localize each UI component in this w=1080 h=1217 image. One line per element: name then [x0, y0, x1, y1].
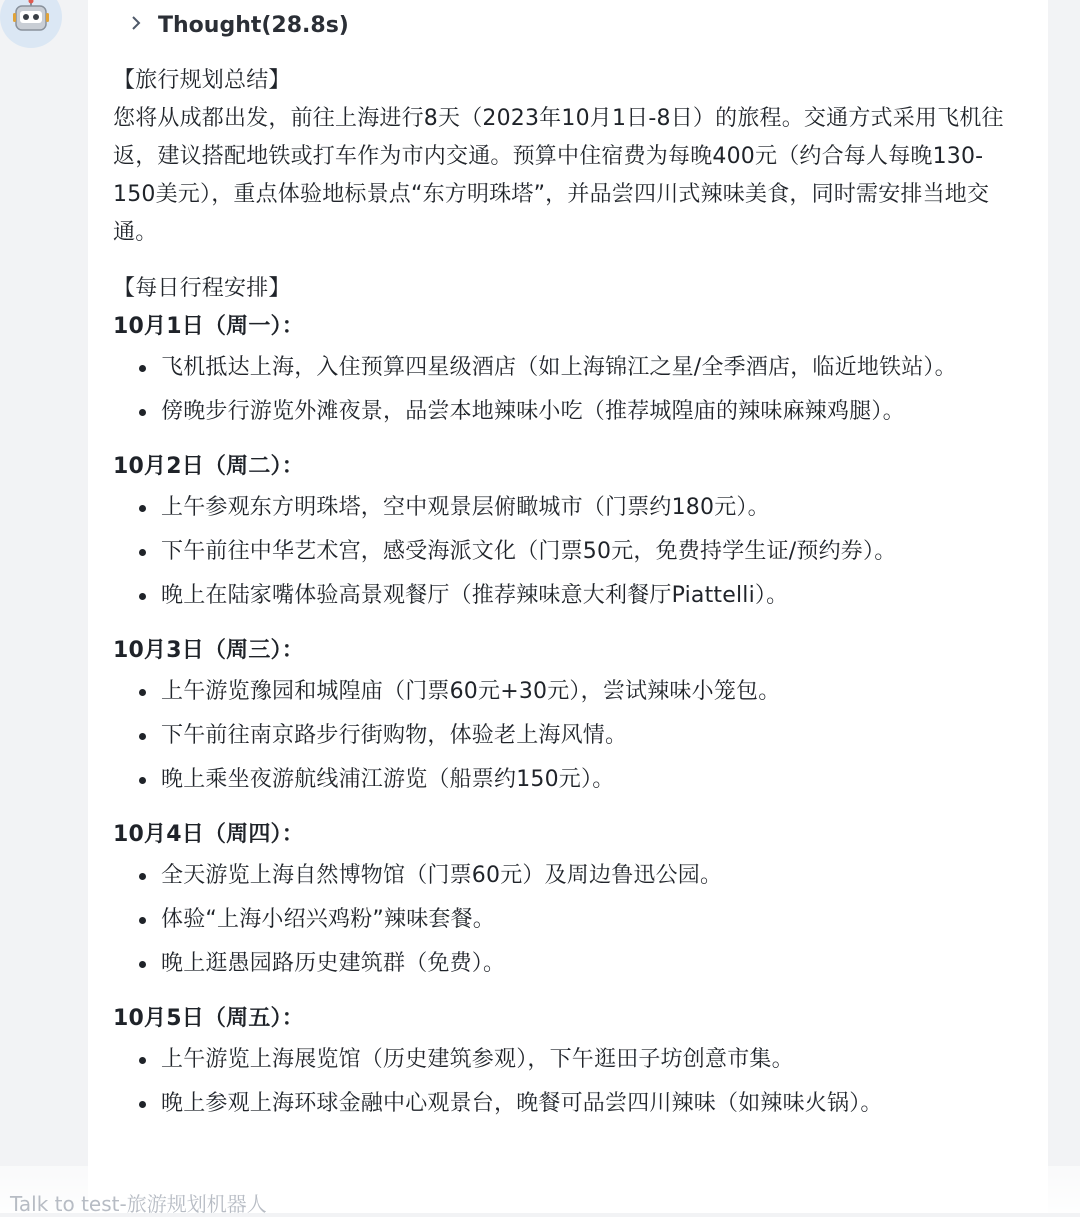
activity-item: 晚上在陆家嘴体验高景观餐厅（推荐辣味意大利餐厅Piattelli）。 — [133, 574, 1023, 618]
summary-text: 您将从成都出发，前往上海进行8天（2023年10月1日-8日）的旅程。交通方式采用飞机往返，建议搭配地铁或打车作为市内交通。预算中住宿费为每晚400元（约合每人每晚130-150美元），重点体验地标景点“东方明珠塔”，并品尝四川式辣味美食，同时需安排当地交通。 — [113, 106, 1004, 245]
day-activity-list — [113, 346, 1023, 434]
activity-item: 下午前往中华艺术宫，感受海派文化（门票50元，免费持学生证/预约券）。 — [133, 530, 1023, 574]
day-activity-list — [113, 1038, 1023, 1126]
day-title: 10月2日（周二）： — [113, 454, 304, 479]
activity-item: 晚上逛愚园路历史建筑群（免费）。 — [133, 942, 1023, 986]
day-title: 10月4日（周四）： — [113, 822, 304, 847]
activity-item: 飞机抵达上海，入住预算四星级酒店（如上海锦江之星/全季酒店，临近地铁站）。 — [133, 346, 1023, 390]
summary-heading: 【旅行规划总结】 — [113, 68, 291, 93]
thought-toggle[interactable] — [130, 8, 349, 42]
activity-item: 晚上参观上海环球金融中心观景台，晚餐可品尝四川辣味（如辣味火锅）。 — [133, 1082, 1023, 1126]
activity-item: 下午前往南京路步行街购物，体验老上海风情。 — [133, 714, 1023, 758]
activity-item: 上午游览上海展览馆（历史建筑参观），下午逛田子坊创意市集。 — [133, 1038, 1023, 1082]
day-activity-list — [113, 854, 1023, 986]
activity-item: 晚上乘坐夜游航线浦江游览（船票约150元）。 — [133, 758, 1023, 802]
robot-icon — [12, 0, 50, 36]
activity-item: 上午参观东方明珠塔，空中观景层俯瞰城市（门票约180元）。 — [133, 486, 1023, 530]
activity-item: 全天游览上海自然博物馆（门票60元）及周边鲁迅公园。 — [133, 854, 1023, 898]
activity-item: 上午游览豫园和城隍庙（门票60元+30元），尝试辣味小笼包。 — [133, 670, 1023, 714]
thought-label: Thought(28.8s) — [158, 12, 349, 38]
activity-item: 傍晚步行游览外滩夜景，品尝本地辣味小吃（推荐城隍庙的辣味麻辣鸡腿）。 — [133, 390, 1023, 434]
day-activity-list — [113, 486, 1023, 618]
activity-item: 体验“上海小绍兴鸡粉”辣味套餐。 — [133, 898, 1023, 942]
message-content — [113, 62, 1023, 1140]
chevron-right-icon — [130, 15, 158, 36]
bot-avatar — [0, 0, 62, 48]
day-title: 10月1日（周一）： — [113, 314, 304, 339]
schedule-heading: 【每日行程安排】 — [113, 276, 291, 301]
day-title: 10月3日（周三）： — [113, 638, 304, 663]
day-title: 10月5日（周五）： — [113, 1006, 304, 1031]
day-activity-list — [113, 670, 1023, 802]
chat-input[interactable]: Talk to test-旅游规划机器人 — [10, 1192, 267, 1216]
